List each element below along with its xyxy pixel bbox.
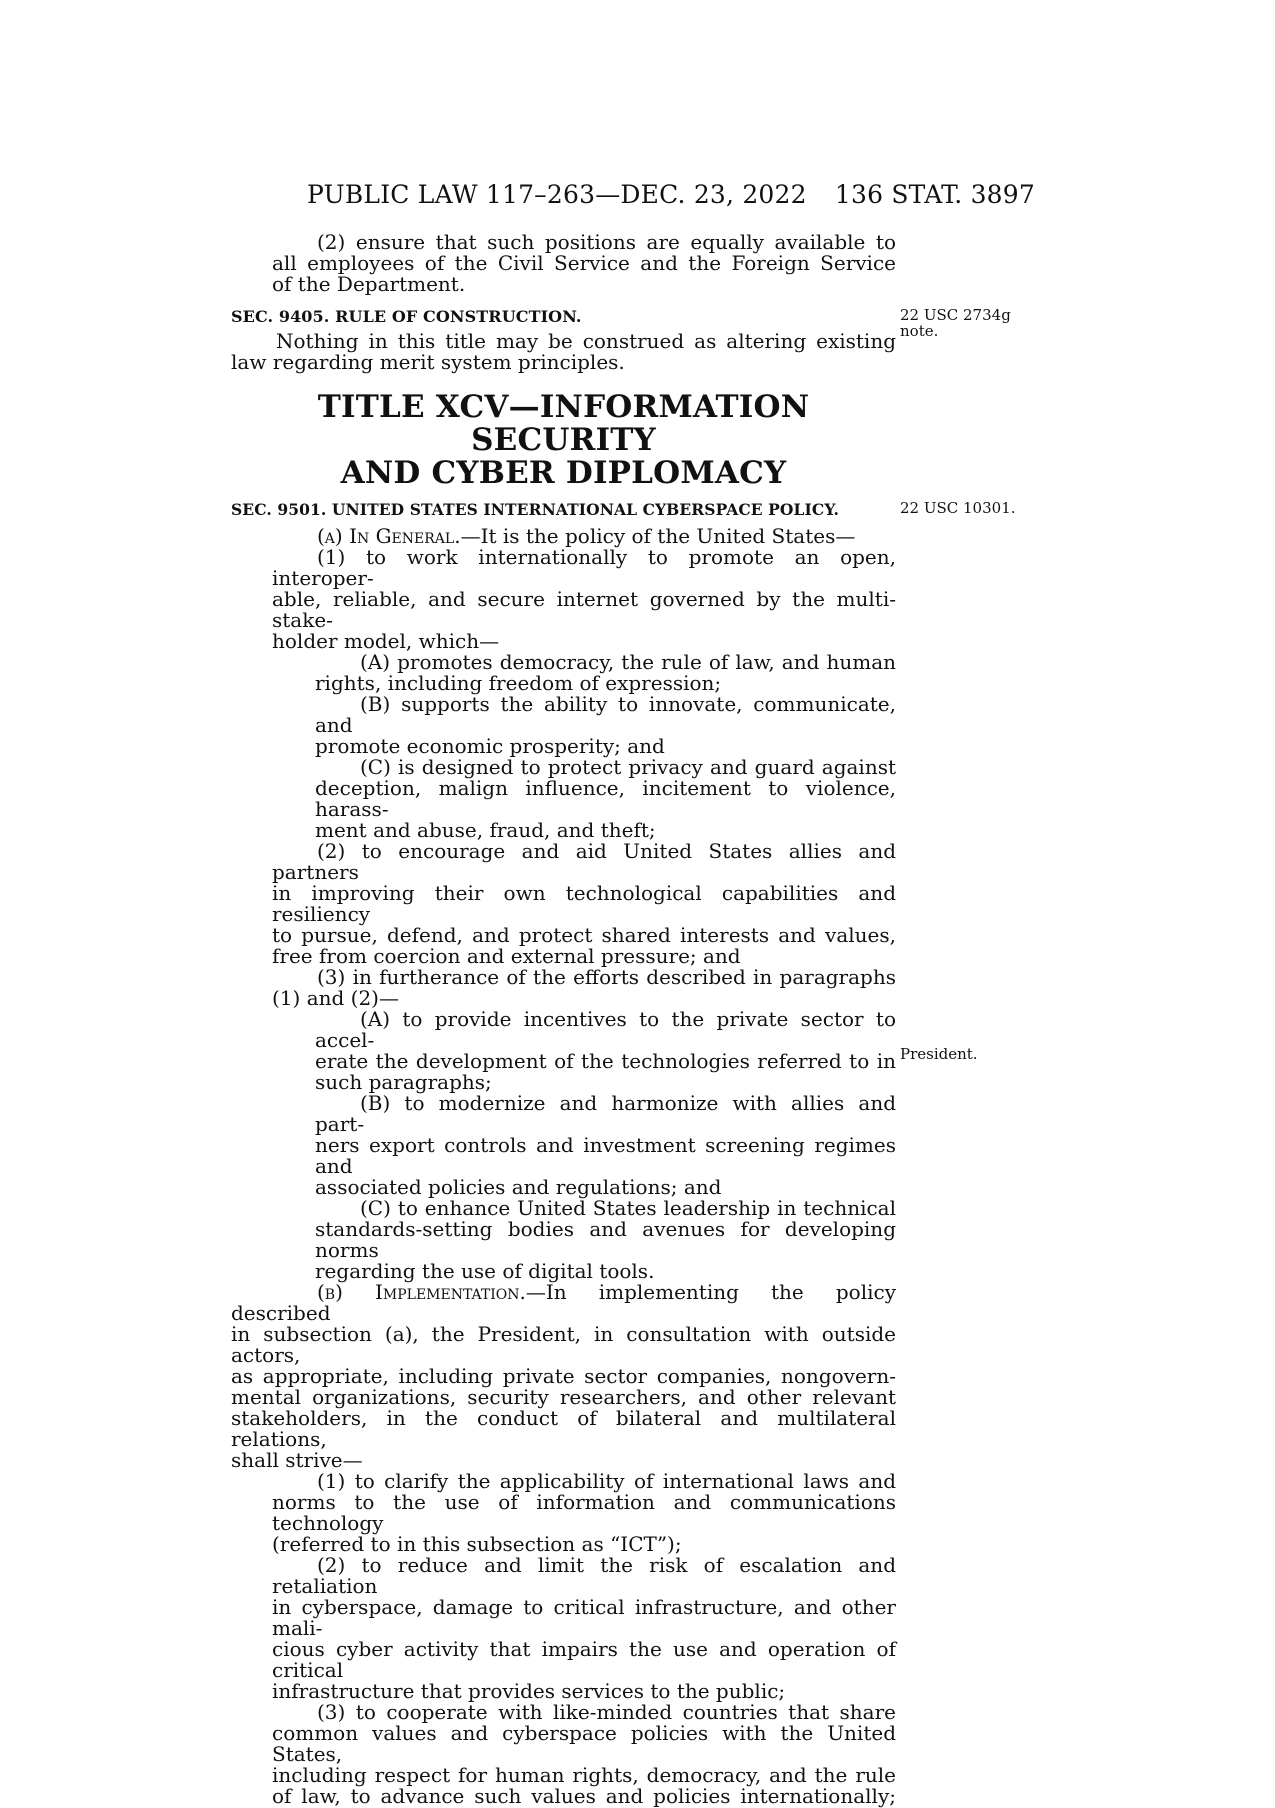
- section-heading: SEC. 9501. UNITED STATES INTERNATIONAL CYBERSPACE POLICY.: [231, 500, 839, 519]
- paragraph-continuation: (2) ensure that such positions are equally available to all employees of the Civil Service and the Foreign Service of the Department.: [272, 230, 896, 296]
- margin-note-president: President.: [900, 1045, 978, 1063]
- section-9501-text: (a) In General.—It is the policy of the United States— (1) to work internationally to promote an open, interoper- able, reliable, and secure internet governed by the multi-stake- holder model, which— (A) promotes democracy, the rule of law, and human rights, including freedom of expression; (B) supports the ability to innovate, communicate, and promote economic prosperity; and (C) is designed to protect privacy and guard against deception, malign influence, incitement to violence, harass- ment and abuse, fraud, and theft; (2) to encourage and aid United States allies and partners in improving their own technological capabilities and resiliency to pursue, defend, and protect shared interests and values, free from coercion and external pressure; and (3) in furtherance of the efforts described in paragraphs (1) and (2)— (A) to provide incentives to the private sector to accel- erate the development of the technologies referred to in such paragraphs; (B) to modernize and harmonize with allies and part- ners export controls and investment screening regimes and associated policies and regulations; and (C) to enhance United States leadership in technical standards-setting bodies and avenues for developing norms regarding the use of digital tools. (b) Implementation.—In implementing the policy described in subsection (a), the President, in consultation with outside actors, as appropriate, including private sector companies, nongovern- mental organizations, security researchers, and other relevant stakeholders, in the conduct of bilateral and multilateral relations, shall strive— (1) to clarify the applicability of international laws and norms to the use of information and communications technology (referred to in this subsection as “ICT”); (2) to reduce and limit the risk of escalation and retaliation in cyberspace, damage to critical infrastructure, and other mali- cious cyber activity that impairs the use and operation of critical infrastructure that provides services to the public; (3) to cooperate with like-minded countries that share common values and cyberspace policies with the United States, including respect for human rights, democracy, and the rule of law, to advance such values and policies internationally;: [231, 524, 896, 1808]
- title-heading: TITLE XCV—INFORMATION SECURITY AND CYBER DIPLOMACY: [317, 389, 810, 491]
- margin-note-9405: 22 USC 2734g note.: [900, 306, 1011, 340]
- section-heading: SEC. 9405. RULE OF CONSTRUCTION.: [231, 307, 582, 326]
- running-header-right: 136 STAT. 3897: [834, 180, 1035, 209]
- section-9405-text: Nothing in this title may be construed as altering existing law regarding merit system principles.: [231, 329, 896, 374]
- running-header-left: PUBLIC LAW 117–263—DEC. 23, 2022: [307, 180, 807, 209]
- margin-note-9501: 22 USC 10301.: [900, 499, 1016, 517]
- section-9501: [231, 499, 896, 520]
- section-9405: [231, 306, 896, 327]
